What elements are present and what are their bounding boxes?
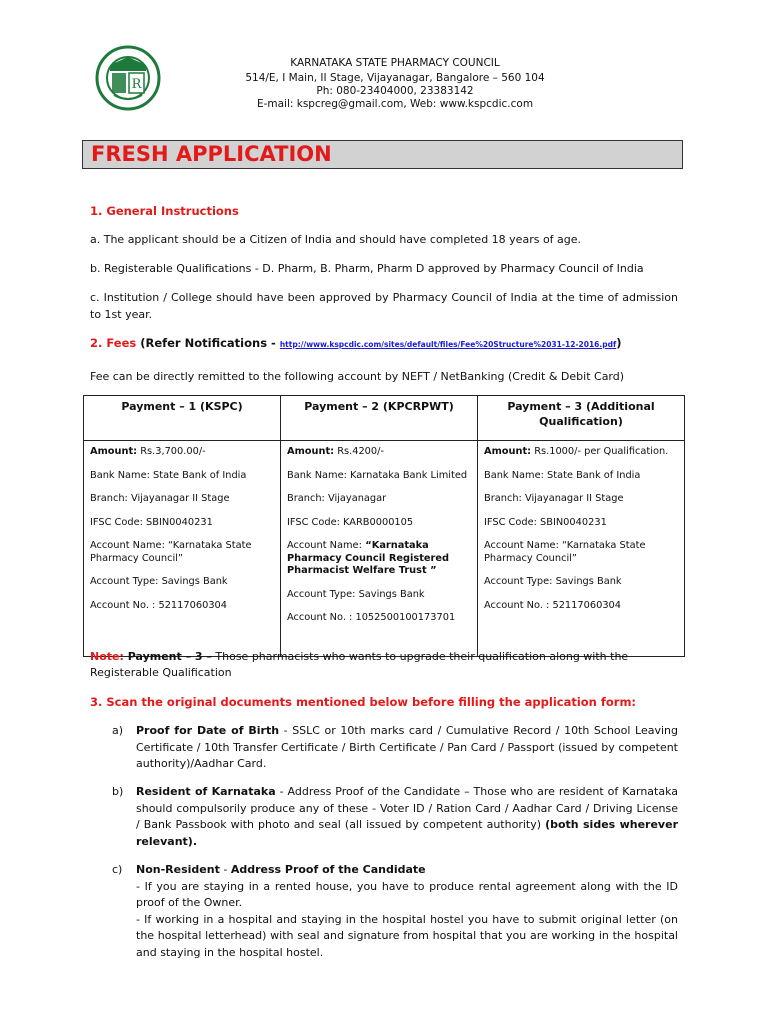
account-number: Account No. : 1052500100173701 bbox=[287, 612, 456, 623]
document-item-resident bbox=[90, 784, 680, 854]
amount-label: Amount: bbox=[287, 446, 335, 457]
item-marker: b) bbox=[112, 785, 124, 798]
hospital-hostel-line: - If working in a hospital and staying in the hospital hostel you have to submit original letter (on the hospital letterhead) with seal and signature from hospital that you are working in the hospital and staying in the hospital hostel. bbox=[136, 912, 678, 959]
account-type: Account Type: Savings Bank bbox=[90, 576, 228, 587]
fees-heading-number: 2. Fees bbox=[90, 336, 137, 350]
fee-structure-link[interactable]: http://www.kspcdic.com/sites/default/files/Fee%20Structure%2031-12-2016.pdf bbox=[279, 340, 617, 349]
account-name-value: “Karnataka State Pharmacy Council” bbox=[484, 540, 646, 564]
payment-1-details bbox=[84, 441, 281, 657]
item-marker: c) bbox=[112, 863, 123, 876]
item-text bbox=[136, 784, 678, 850]
item-bold-2: Address Proof of the Candidate bbox=[230, 863, 426, 876]
item-marker: a) bbox=[112, 724, 124, 737]
account-number: Account No. : 52117060304 bbox=[90, 599, 228, 611]
svg-text:R: R bbox=[131, 77, 142, 92]
bank-name: Bank Name: State Bank of India bbox=[90, 469, 247, 481]
instruction-b: b. Registerable Qualifications - D. Pharm, B. Pharm, Pharm D approved by Pharmacy Council of India bbox=[90, 262, 644, 275]
payment-2-details bbox=[281, 441, 478, 657]
item-body: - SSLC or 10th marks card / Cumulative Record / 10th School Leaving Certificate / 10th Transfer Certificate / Birth Certificate / Pan Card / Passport (issued by competent authority)/Aadhar Card. bbox=[136, 724, 678, 770]
org-name: KARNATAKA STATE PHARMACY COUNCIL bbox=[290, 57, 500, 69]
item-bold: Non-Resident bbox=[136, 863, 220, 876]
item-bold: Proof for Date of Birth bbox=[136, 724, 280, 737]
account-name-label: Account Name: bbox=[484, 540, 559, 551]
payment-table-header-row bbox=[84, 396, 685, 441]
amount-label: Amount: bbox=[90, 446, 138, 457]
section-general-instructions-heading: 1. General Instructions bbox=[90, 204, 239, 218]
payment-1-header: Payment – 1 (KSPC) bbox=[84, 396, 281, 441]
branch: Branch: Vijayanagar bbox=[287, 493, 387, 504]
item-bold: Resident of Karnataka bbox=[136, 785, 276, 798]
amount-value: Rs.1000/- per Qualification. bbox=[531, 446, 669, 457]
rented-house-line: - If you are staying in a rented house, you have to produce rental agreement along with the ID proof of the Owner. bbox=[136, 879, 678, 909]
account-type: Account Type: Savings Bank bbox=[484, 576, 622, 587]
amount-value: Rs.3,700.00/- bbox=[137, 446, 206, 457]
item-mid: - bbox=[219, 863, 231, 876]
payment-3-details bbox=[478, 441, 685, 657]
section-fees-heading bbox=[90, 336, 622, 350]
branch: Branch: Vijayanagar II Stage bbox=[90, 493, 230, 504]
payment-table-row bbox=[84, 441, 685, 657]
fees-heading-rest: (Refer Notifications - bbox=[136, 336, 280, 350]
amount-label: Amount: bbox=[484, 446, 532, 457]
payment-2-header: Payment – 2 (KPCRPWT) bbox=[281, 396, 478, 441]
ifsc-code: IFSC Code: SBIN0040231 bbox=[90, 516, 213, 528]
org-address: 514/E, I Main, II Stage, Vijayanagar, Bangalore – 560 104 bbox=[245, 72, 545, 84]
note-bold: Payment – 3 – bbox=[123, 650, 212, 663]
org-email-web: E-mail: kspcreg@gmail.com, Web: www.kspcdic.com bbox=[256, 98, 534, 110]
note-text: Those pharmacists who wants to upgrade their qualification along with the Registerable Qualification bbox=[90, 650, 629, 679]
note-label: Note: bbox=[90, 650, 124, 663]
account-number: Account No. : 52117060304 bbox=[484, 599, 622, 611]
payment-note bbox=[90, 649, 680, 680]
payment-table bbox=[83, 395, 685, 657]
bank-name: Bank Name: Karnataka Bank Limited bbox=[287, 469, 468, 481]
item-bold-tail: (both sides wherever relevant). bbox=[136, 818, 678, 848]
bank-name: Bank Name: State Bank of India bbox=[484, 469, 641, 481]
section-documents-heading: 3. Scan the original documents mentioned below before filling the application form: bbox=[90, 695, 637, 709]
payment-3-header: Payment – 3 (Additional Qualification) bbox=[478, 396, 685, 441]
council-logo bbox=[95, 43, 161, 113]
page-title-bar bbox=[82, 140, 683, 169]
ifsc-code: IFSC Code: SBIN0040231 bbox=[484, 516, 607, 528]
amount-value: Rs.4200/- bbox=[334, 446, 384, 457]
instruction-c: c. Institution / College should have been approved by Pharmacy Council of India at the time of admission to 1st year. bbox=[90, 291, 678, 321]
org-phone: Ph: 080-23404000, 23383142 bbox=[316, 85, 474, 97]
item-text bbox=[136, 862, 678, 961]
ifsc-code: IFSC Code: KARB0000105 bbox=[287, 516, 414, 528]
account-name-value: “Karnataka Pharmacy Council Registered Pharmacist Welfare Trust ” bbox=[287, 540, 450, 576]
account-name-value: “Karnataka State Pharmacy Council” bbox=[90, 540, 252, 564]
document-item-dob bbox=[90, 723, 680, 775]
account-type: Account Type: Savings Bank bbox=[287, 588, 425, 600]
item-text bbox=[136, 723, 678, 773]
document-item-non-resident bbox=[90, 862, 680, 962]
branch: Branch: Vijayanagar II Stage bbox=[484, 493, 624, 504]
account-name-label: Account Name: bbox=[287, 540, 362, 551]
page-title: FRESH APPLICATION bbox=[91, 142, 332, 166]
fees-heading-close: ) bbox=[616, 336, 622, 350]
fees-intro: Fee can be directly remitted to the following account by NEFT / NetBanking (Credit & Debit Card) bbox=[90, 370, 625, 383]
account-name-label: Account Name: bbox=[90, 540, 165, 551]
instruction-a: a. The applicant should be a Citizen of India and should have completed 18 years of age. bbox=[90, 233, 582, 246]
item-body: - Address Proof of the Candidate – Those who are resident of Karnataka should compulsorily produce any of these - Voter ID / Ration Card / Aadhar Card / Driving License / Bank Passbook with photo and seal (all issued by competent authority) bbox=[136, 785, 678, 831]
